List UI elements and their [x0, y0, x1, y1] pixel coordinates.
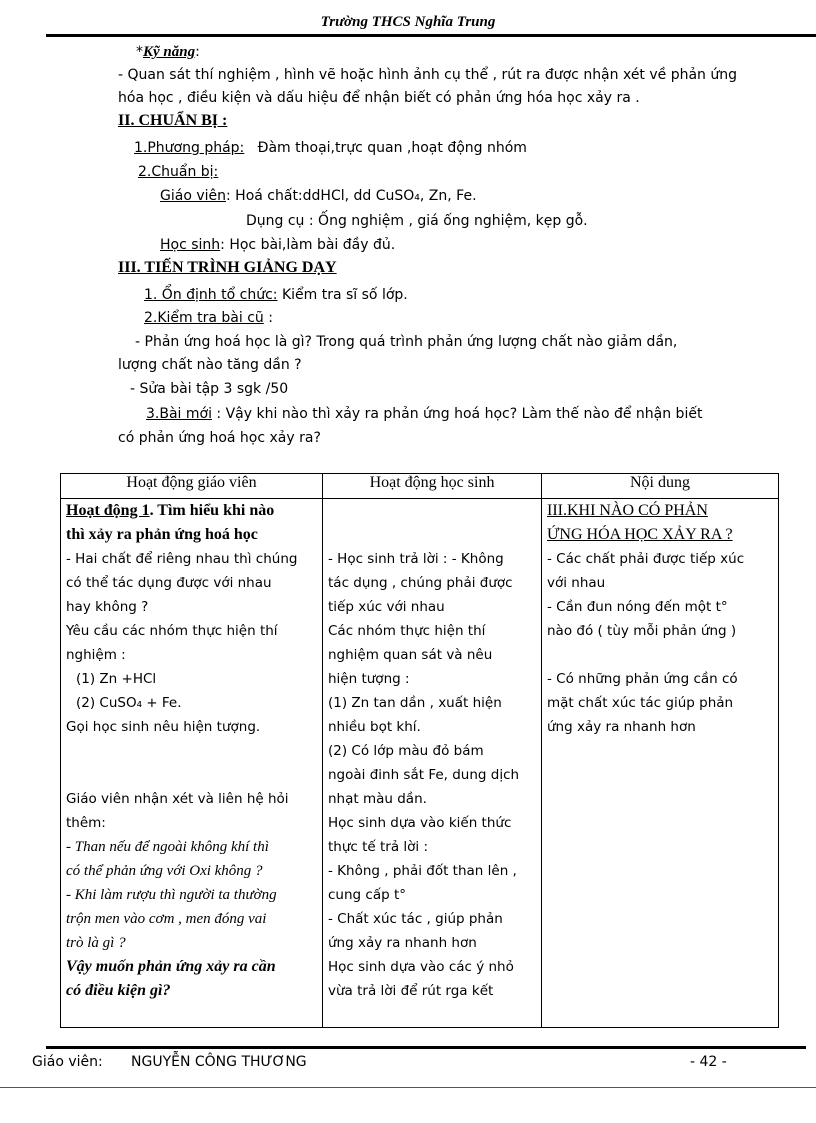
- header-content: Nội dung: [542, 474, 779, 499]
- student-line: Học sinh dựa vào các ý nhỏ: [328, 959, 514, 975]
- school-header: Trường THCS Nghĩa Trung: [320, 14, 496, 30]
- student-line: - Học sinh trả lời : - Không: [328, 551, 504, 567]
- header-teacher: Hoạt động giáo viên: [61, 474, 323, 499]
- method-value: Đàm thoại,trực quan ,hoạt động nhóm: [257, 140, 527, 156]
- new-lesson-line-2: có phản ứng hoá học xảy ra?: [118, 430, 321, 446]
- student-line: nhạt màu dần.: [328, 791, 427, 807]
- content-line: ứng xảy ra nhanh hơn: [547, 719, 696, 735]
- check-question-3: - Sửa bài tập 3 sgk /50: [130, 381, 289, 397]
- check-question-1: - Phản ứng hoá học là gì? Trong quá trình phản ứng lượng chất nào giảm dần,: [135, 334, 678, 350]
- content-line: nào đó ( tùy mỗi phản ứng ): [547, 623, 737, 639]
- student-line: (1) Zn tan dần , xuất hiện: [328, 695, 502, 711]
- student-line: ngoài đinh sắt Fe, dung dịch: [328, 767, 520, 783]
- student-line: tiếp xúc với nhau: [328, 599, 445, 615]
- teacher-question: có thể phản ứng với Oxi không ?: [66, 863, 263, 879]
- teacher-line: nghiệm :: [66, 647, 126, 663]
- student-line: - Không , phải đốt than lên ,: [328, 863, 517, 879]
- teacher-label: Giáo viên: [160, 188, 226, 204]
- header-student: Hoạt động học sinh: [323, 474, 542, 499]
- teacher-prep-line: [160, 185, 477, 207]
- student-line: hiện tượng :: [328, 671, 410, 687]
- org-line: [144, 284, 408, 306]
- footer-teacher-name: NGUYỄN CÔNG THƯƠNG: [131, 1054, 307, 1070]
- skills-label: Kỹ năng: [143, 44, 196, 60]
- activity-label: Hoạt động 1: [66, 502, 150, 519]
- footer-rule: [46, 1046, 806, 1049]
- student-value: : Học bài,làm bài đầy đủ.: [220, 237, 396, 253]
- teacher-conclusion: có điều kiện gì?: [66, 982, 171, 999]
- activity-title-2: thì xảy ra phản ứng hoá học: [66, 526, 258, 543]
- check-line: [144, 307, 273, 329]
- teacher-question: - Khi làm rượu thì người ta thường: [66, 887, 277, 903]
- student-line: (2) Có lớp màu đỏ bám: [328, 743, 484, 759]
- student-line: Học sinh dựa vào kiến thức: [328, 815, 512, 831]
- check-question-2: lượng chất nào tăng dần ?: [118, 357, 302, 373]
- check-label: 2.Kiểm tra bài cũ: [144, 310, 264, 326]
- student-cell: [323, 499, 542, 1028]
- org-value: Kiểm tra sĩ số lớp.: [277, 287, 408, 303]
- header-rule: [46, 34, 816, 37]
- teacher-line: Gọi học sinh nêu hiện tượng.: [66, 719, 261, 735]
- content-title: III.KHI NÀO CÓ PHẢN: [547, 502, 708, 519]
- teacher-line: - Hai chất để riêng nhau thì chúng: [66, 551, 298, 567]
- teacher-line: Giáo viên nhận xét và liên hệ hỏi: [66, 791, 289, 807]
- bottom-divider: [0, 1087, 816, 1088]
- student-line: tác dụng , chúng phải được: [328, 575, 513, 591]
- footer-teacher-label: Giáo viên:: [32, 1054, 103, 1070]
- content-line: - Cần đun nóng đến một t°: [547, 599, 728, 615]
- activity-title: . Tìm hiểu khi nào: [149, 502, 275, 519]
- teacher-conclusion: Vậy muốn phản ứng xảy ra cần: [66, 958, 276, 975]
- student-prep-line: [160, 234, 395, 256]
- method-line: [134, 137, 527, 159]
- student-line: nghiệm quan sát và nêu: [328, 647, 493, 663]
- tools-line: Dụng cụ : Ống nghiệm , giá ống nghiệm, kẹp gỗ.: [246, 213, 588, 229]
- section-2-title: II. CHUẨN BỊ :: [118, 112, 228, 129]
- section-3-title: III. TIẾN TRÌNH GIẢNG DẠY: [118, 259, 337, 276]
- teacher-question: - Than nếu để ngoài không khí thì: [66, 839, 269, 855]
- table-header-row: [61, 474, 779, 499]
- org-label: 1. Ổn định tổ chức:: [144, 287, 278, 303]
- skills-line-2: hóa học , điều kiện và dấu hiệu để nhận biết có phản ứng hóa học xảy ra .: [118, 90, 640, 106]
- student-line: vừa trả lời để rút rga kết: [328, 983, 494, 999]
- teacher-question: trộn men vào cơm , men đóng vai: [66, 911, 267, 927]
- new-lesson-value: : Vậy khi nào thì xảy ra phản ứng hoá học? Làm thế nào để nhận biết: [211, 406, 703, 422]
- teacher-cell: [61, 499, 323, 1028]
- page-number: - 42 -: [690, 1054, 727, 1070]
- new-lesson-label: 3.Bài mới: [146, 406, 212, 422]
- content-title-2: ỨNG HÓA HỌC XẢY RA ?: [547, 526, 733, 543]
- student-label: Học sinh: [160, 237, 221, 253]
- student-line: cung cấp t°: [328, 887, 406, 903]
- teacher-line: hay không ?: [66, 599, 149, 615]
- content-line: với nhau: [547, 575, 606, 591]
- content-line: - Có những phản ứng cần có: [547, 671, 738, 687]
- student-line: - Chất xúc tác , giúp phản: [328, 911, 503, 927]
- prep-label: 2.Chuẩn bị:: [138, 164, 219, 180]
- student-line: ứng xảy ra nhanh hơn: [328, 935, 477, 951]
- content-line: mặt chất xúc tác giúp phản: [547, 695, 734, 711]
- check-colon: :: [263, 310, 273, 326]
- teacher-question: trò là gì ?: [66, 935, 126, 951]
- student-line: Các nhóm thực hiện thí: [328, 623, 486, 639]
- lesson-table: [60, 473, 779, 1028]
- new-lesson-line: [146, 403, 702, 425]
- teacher-line: Yêu cầu các nhóm thực hiện thí: [66, 623, 278, 639]
- content-line: - Các chất phải được tiếp xúc: [547, 551, 745, 567]
- method-label: 1.Phương pháp:: [134, 140, 245, 156]
- student-line: nhiều bọt khí.: [328, 719, 421, 735]
- teacher-line: có thể tác dụng được với nhau: [66, 575, 272, 591]
- teacher-line: thêm:: [66, 815, 106, 831]
- teacher-value: : Hoá chất:ddHCl, dd CuSO₄, Zn, Fe.: [226, 188, 477, 204]
- teacher-line: (1) Zn +HCl: [76, 671, 157, 687]
- table-row: [61, 499, 779, 1028]
- skills-colon: :: [195, 44, 200, 60]
- teacher-line: (2) CuSO₄ + Fe.: [76, 695, 182, 711]
- student-line: thực tế trả lời :: [328, 839, 429, 855]
- skills-line-1: - Quan sát thí nghiệm , hình vẽ hoặc hình ảnh cụ thể , rút ra được nhận xét về phản ứng: [118, 67, 738, 83]
- skills-heading: *Kỹ năng:: [136, 44, 200, 60]
- content-cell: [542, 499, 779, 1028]
